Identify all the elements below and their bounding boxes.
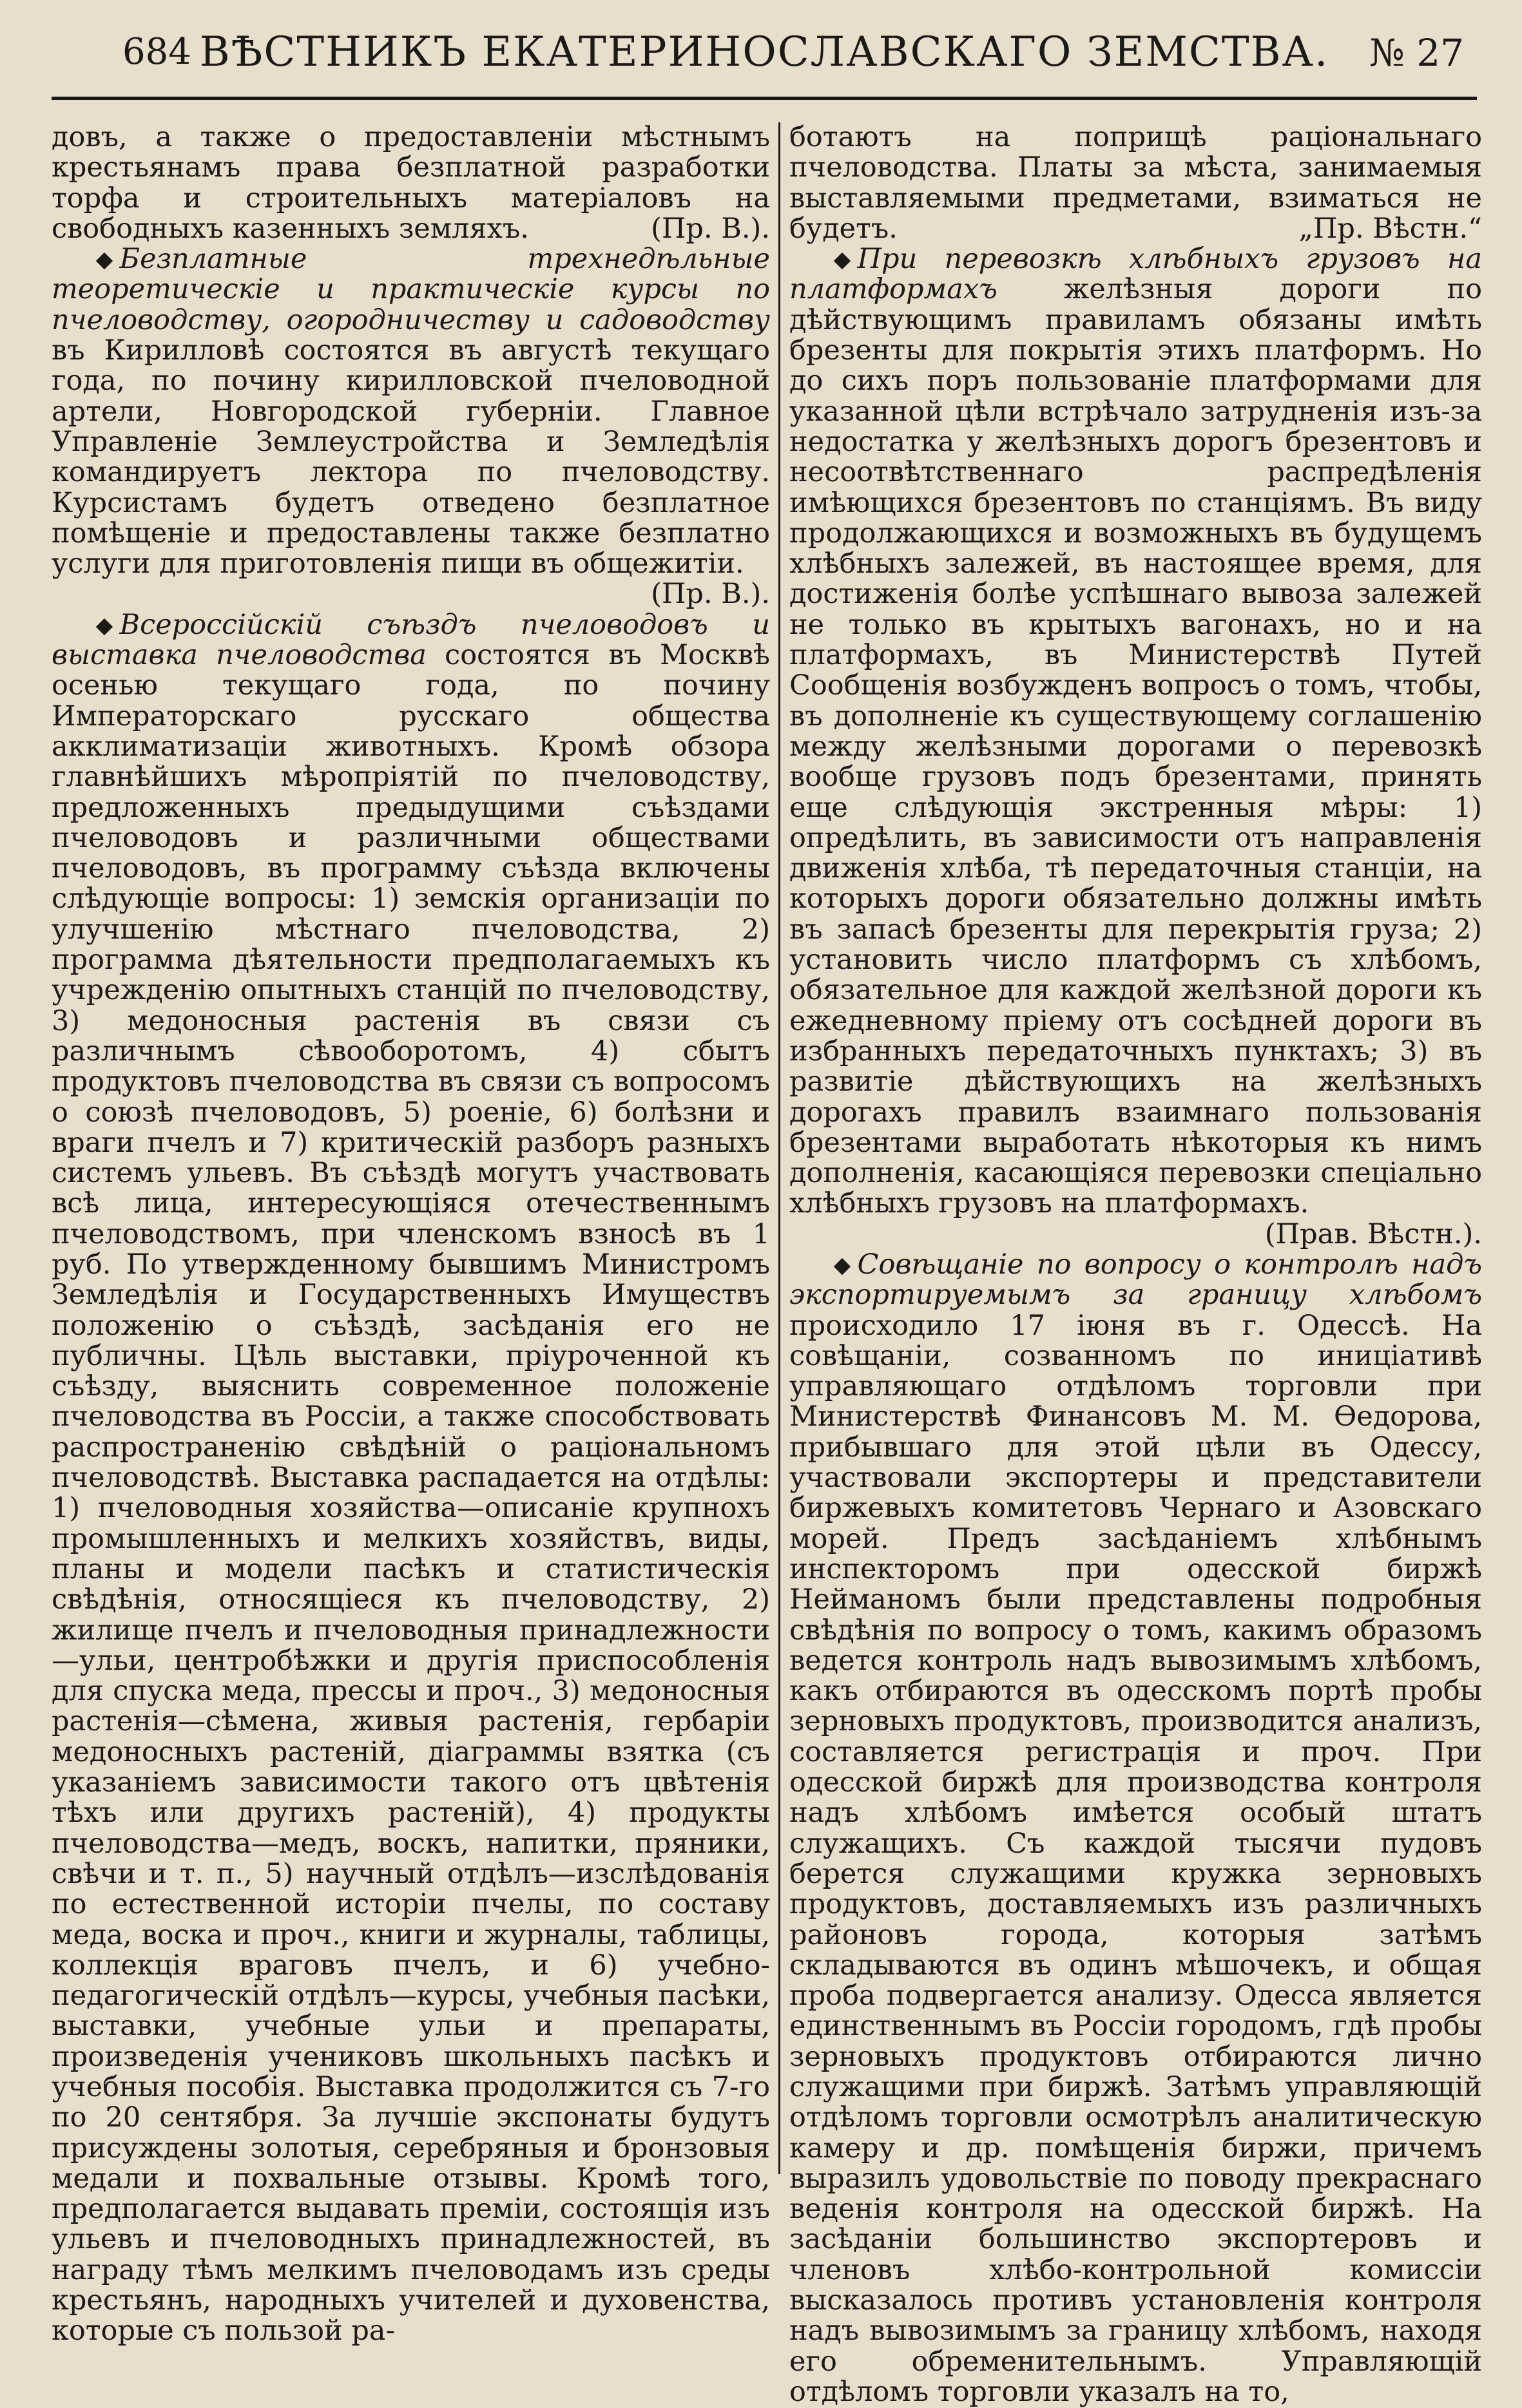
- page-number: 684: [122, 31, 191, 73]
- header-rule: [52, 97, 1477, 100]
- article-continuation: [789, 122, 1482, 244]
- bullet-icon: ◆: [95, 613, 113, 639]
- article-source: (Пр. В.).: [651, 578, 770, 611]
- article-text: желѣзныя дороги по дѣйствующимъ правиламъ обязаны имѣть брезенты для покрытія этихъ платформъ. Но до сихъ поръ пользованіе платформами для указанной цѣли встрѣчало затрудненія изъ-за недостатка у желѣзныхъ дорогъ брезентовъ и несоотвѣтственнаго распредѣленія имѣющихся брезентовъ по станціямъ. Въ виду продолжающихся и возможныхъ въ будущемъ хлѣбныхъ залежей, въ настоящее время, для достиженія болѣе успѣшнаго вывоза залежей не только въ крытыхъ вагонахъ, но и на платформахъ, въ Министерствѣ Путей Сообщенія возбужденъ вопросъ о томъ, чтобы, въ дополненіе къ существующему соглашенію между желѣзными дорогами о перевозкѣ вообще грузовъ подъ брезентами, принять еще слѣдующія экстренныя мѣры: 1) опредѣлить, въ зависимости отъ направленія движенія хлѣба, тѣ передаточныя станціи, на которыхъ дороги обязательно должны имѣть въ запасѣ брезенты для перекрытія груза; 2) установить число платформъ съ хлѣбомъ, обязательное для каждой желѣзной дороги къ ежедневному пріему отъ сосѣдней дороги въ избранныхъ передаточныхъ пунктахъ; 3) въ развитіе дѣйствующихъ на желѣзныхъ дорогахъ правилъ взаимнаго пользованія брезентами выработать нѣкоторыя къ нимъ дополненія, касающіяся перевозки спеціально хлѣбныхъ грузовъ на платформахъ.: [789, 273, 1482, 1220]
- article-grain-platforms: [789, 244, 1482, 1250]
- article-source: (Прав. Вѣстн.).: [1264, 1218, 1482, 1250]
- right-column: [789, 121, 1482, 2408]
- bullet-icon: ◆: [833, 1252, 851, 1279]
- issue-number: № 27: [1369, 31, 1464, 75]
- article-headline: Совѣщаніе по вопросу о контролѣ надъ экспортируемымъ за границу хлѣбомъ: [789, 1248, 1482, 1312]
- article-headline: Безплатные трехнедѣльные теоретическіе и практическіе курсы по пчеловодству, огородничеству и садоводству: [52, 243, 770, 336]
- article-text: довъ, а также о предоставленіи мѣстнымъ крестьянамъ права безплатной разработки торфа и строительныхъ матеріаловъ на свободныхъ казенныхъ земляхъ.: [52, 121, 770, 245]
- bullet-icon: ◆: [95, 247, 113, 273]
- article-text: состоятся въ Москвѣ осенью текущаго года, по почину Императорскаго русскаго общества акклиматизаціи животныхъ. Кромѣ обзора главнѣйшихъ мѣропріятій по пчеловодству, предложенныхъ предыдущими съѣздами пчеловодовъ и различными обществами пчеловодовъ, въ программу съѣзда включены слѣдующіе вопросы: 1) земскія организаціи по улучшенію мѣстнаго пчеловодства, 2) программа дѣятельности предполагаемыхъ къ учрежденію опытныхъ станцій по пчеловодству, 3) медоносныя растенія въ связи съ различнымъ сѣвооборотомъ, 4) сбытъ продуктовъ пчеловодства въ связи съ вопросомъ о союзѣ пчеловодовъ, 5) роеніе, 6) болѣзни и враги пчелъ и 7) критическій разборъ разныхъ системъ ульевъ. Въ съѣздѣ могутъ участвовать всѣ лица, интересующіяся отечественнымъ пчеловодствомъ, при членскомъ взносѣ въ 1 руб. По утвержденному бывшимъ Министромъ Земледѣлія и Государственныхъ Имуществъ положенію о съѣздѣ, засѣданія его не публичны. Цѣль выставки, пріуроченной къ съѣзду, выяснить современное положеніе пчеловодства въ Россіи, а также способствовать распространенію свѣдѣній о раціональномъ пчеловодствѣ. Выставка распадается на отдѣлы: 1) пчеловодныя хозяйства—описаніе крупнохъ промышленныхъ и мелкихъ хозяйствъ, виды, планы и модели пасѣкъ и статистическія свѣдѣнія, относящіеся къ пчеловодству, 2) жилище пчелъ и пчеловодныя принадлежности—ульи, центробѣжки и другія приспособленія для спуска меда, прессы и проч., 3) медоносныя растенія—сѣмена, живыя растенія, гербаріи медоносныхъ растеній, діаграммы взятка (съ указаніемъ зависимости такого отъ цвѣтенія тѣхъ или другихъ растеній), 4) продукты пчеловодства—медъ, воскъ, напитки, пряники, свѣчи и т. п., 5) научный отдѣлъ—изслѣдованія по естественной исторіи пчелы, по составу меда, воска и проч., книги и журналы, таблицы, коллекція враговъ пчелъ, и 6) учебно-педагогическій отдѣлъ—курсы, учебныя пасѣки, выставки, учебные ульи и препараты, произведенія учениковъ школьныхъ пасѣкъ и учебныя пособія. Выставка продолжится съ 7-го по 20 сентября. За лучшіе экспонаты будутъ присуждены золотыя, серебряныя и бронзовыя медали и похвальные отзывы. Кромѣ того, предполагается выдавать преміи, состоящія изъ ульевъ и пчеловодныхъ принадлежностей, въ награду тѣмъ мелкимъ пчеловодамъ изъ среды крестьянъ, народныхъ учителей и духовенства, которые съ пользой ра-: [52, 639, 770, 2347]
- article-text: ботаютъ на поприщѣ раціональнаго пчеловодства. Платы за мѣста, занимаемыя выставляемыми предметами, взиматься не будетъ.: [789, 121, 1482, 245]
- article-headline: При перевозкѣ хлѣбныхъ грузовъ на платформахъ: [789, 243, 1482, 306]
- article-source: „Пр. Вѣстн.“: [1298, 212, 1482, 245]
- page-header: [52, 24, 1477, 82]
- article-continuation: [52, 122, 770, 244]
- column-divider: [778, 122, 780, 2174]
- article-source: (Пр. В.).: [651, 212, 770, 245]
- journal-title: ВѢСТНИКЪ ЕКАТЕРИНОСЛАВСКАГО ЗЕМСТВА.: [199, 28, 1329, 76]
- bullet-icon: ◆: [833, 247, 851, 273]
- article-odessa-meeting: [789, 1250, 1482, 2407]
- article-headline: Всероссійскій съѣздъ пчеловодовъ и выставка пчеловодства: [52, 608, 770, 672]
- article-text: происходило 17 іюня въ г. Одессѣ. На совѣщаніи, созванномъ по иниціативѣ управляющаго отдѣломъ торговли при Министерствѣ Финансовъ М. М. Ѳедорова, прибывшаго для этой цѣли въ Одессу, участвовали экспортеры и представители биржевыхъ комитетовъ Чернаго и Азовскаго морей. Предъ засѣданіемъ хлѣбнымъ инспекторомъ при одесской биржѣ Нейманомъ были представлены подробныя свѣдѣнія по вопросу о томъ, какимъ образомъ ведется контроль надъ вывозимымъ хлѣбомъ, какъ отбираются въ одесскомъ портѣ пробы зерновыхъ продуктовъ, производится анализъ, составляется регистрація и проч. При одесской биржѣ для производства контроля надъ хлѣбомъ имѣется особый штатъ служащихъ. Съ каждой тысячи пудовъ берется служащими кружка зерновыхъ продуктовъ, доставляемыхъ изъ различныхъ районовъ города, которыя затѣмъ складываются въ одинъ мѣшочекъ, и общая проба подвергается анализу. Одесса является единственнымъ въ Россіи городомъ, гдѣ пробы зерновыхъ продуктовъ отбираются лично служащими при биржѣ. Затѣмъ управляющій отдѣломъ торговли осмотрѣлъ аналитическую камеру и др. помѣщенія биржи, причемъ выразилъ удовольствіе по поводу прекраснаго веденія контроля на одесской биржѣ. На засѣданіи большинство экспортеровъ и членовъ хлѣбо-контрольной комиссіи высказалось противъ установленія контроля надъ вывозимымъ за границу хлѣбомъ, находя его обременительнымъ. Управляющій отдѣломъ торговли указалъ на то,: [789, 1309, 1482, 2408]
- left-column: [52, 121, 770, 2347]
- article-text: въ Кирилловѣ состоятся въ августѣ текущаго года, по почину кирилловской пчеловодной артели, Новгородской губерніи. Главное Управленіе Землеустройства и Земледѣлія командируетъ лектора по пчеловодству. Курсистамъ будетъ отведено безплатное помѣщеніе и предоставлены также безплатно услуги для приготовленія пищи въ общежитіи.: [52, 334, 770, 580]
- article-beekeeping-courses: [52, 244, 770, 610]
- article-beekeepers-congress: [52, 610, 770, 2347]
